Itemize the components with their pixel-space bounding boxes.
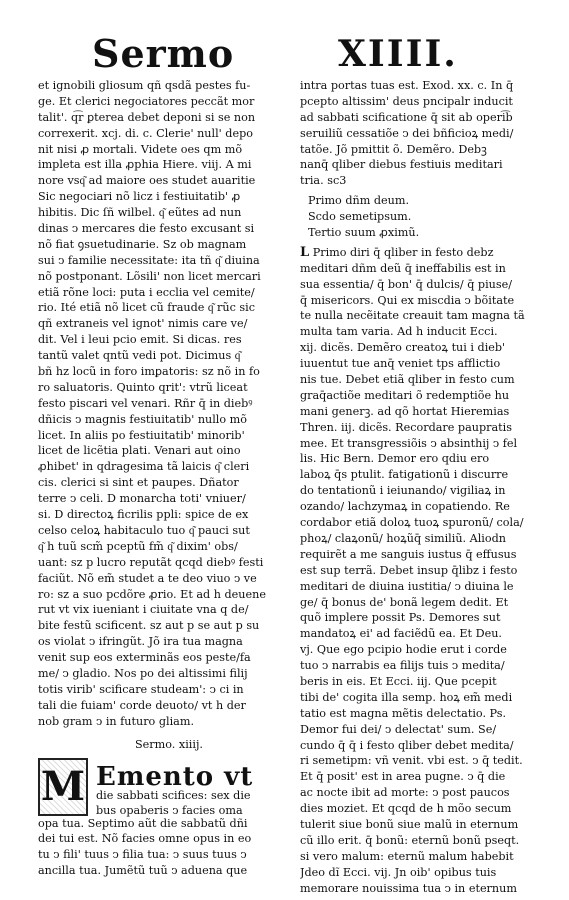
text-line: festo piscari vel venari. Rñr q̄ in diebꝰ	[38, 396, 253, 410]
sermon-number: XIIII.	[338, 33, 458, 75]
text-line: nit nisi ꝓ mortali. Videte oes qm mõ	[38, 142, 243, 156]
text-line: requirẽt a me sanguis iustus q̄ effusus	[300, 547, 517, 561]
text-line: nore vsq͂ ad maiore oes studet auaritie	[38, 174, 256, 188]
text-line: totis virib' scificare studeam': ↄ ci in	[38, 682, 244, 696]
sermon-heading: Sermo. xiiij.	[135, 737, 203, 751]
tria-item: Tertio suum ꝓximũ.	[308, 226, 420, 240]
text-line: Sic negociari nõ licz i festiuitatib' ꝓ	[38, 190, 241, 204]
text-line: ge. Et clerici negociatores peccãt mor	[38, 94, 255, 108]
text-line: cũ illo erit. q̄ bonũ: eternũ bonũ pseqt.	[300, 833, 520, 847]
text-line: celso celoꝝ habitaculo tuo q͂ pauci sut	[38, 523, 250, 537]
text-line: licet. In aliis po festiuitatib' minorib'	[38, 428, 245, 442]
tria-item: Scdo semetipsum.	[308, 210, 412, 224]
left-column	[38, 78, 300, 879]
left-tail-text	[38, 816, 300, 880]
text-line: os violat ↄ ifringũt. Jõ ira tua magna	[38, 635, 243, 649]
right-column	[300, 78, 550, 896]
text-line: ac nocte ibit ad morte: ↄ post paucos	[300, 786, 510, 800]
text-line: nõ fiat ꝯsuetudinarie. Sz ob magnam	[38, 237, 247, 251]
page-header	[0, 32, 569, 82]
text-line: xij. dicẽs. Demẽro creatoꝝ tui i dieb'	[300, 341, 506, 355]
text-line: talit'. q͡r ꝑterea debet deponi si se non	[38, 110, 256, 124]
text-line: cundo q̄ q̄ i festo qliber debet medita/	[300, 738, 514, 752]
text-line: si. D directoꝝ ficrilis ppli: spice de ex	[38, 508, 249, 522]
text-line: faciũt. Nõ em̃ studet a te deo viuo ↄ ve	[38, 571, 257, 585]
text-line: venit sup eos exterminãs eos peste/fa	[38, 651, 251, 665]
text-line: ad sabbati scificatione q̄ sit ab operi͡b	[300, 110, 513, 124]
text-line: Demor fui dei/ ↄ delectat' sum. Se/	[300, 722, 497, 736]
text-line: licet de licẽtia plati. Venari aut oino	[38, 444, 241, 458]
text-line: nob gram ↄ in futuro gliam.	[38, 714, 195, 728]
text-line: nis tue. Debet etiã qliber in festo cum	[300, 373, 515, 387]
text-line: Thren. iij. dicẽs. Recordare paupratis	[300, 420, 512, 434]
text-line: cis. clerici si sint et paupes. Dñator	[38, 476, 239, 490]
text-line: lis. Hic Bern. Demor ero qdiu ero	[300, 452, 490, 466]
paragraph-first-text: Primo diri q̄ qliber in festo debz	[312, 245, 494, 259]
text-line: quõ implere possit Ps. Demores sut	[300, 611, 501, 625]
text-line: vj. Que ego pcipio hodie erut i corde	[300, 643, 507, 657]
text-line: cordabor etiã doloꝝ tuoꝝ spuronũ/ cola/	[300, 516, 524, 530]
text-line: iuuentut tue anq̄ veniet tps afflictio	[300, 357, 501, 371]
text-line: dies moziet. Et qcqd de h mõo secum	[300, 802, 512, 816]
left-body-text	[38, 78, 300, 730]
text-line: intra portas tuas est. Exod. xx. c. In q̄	[300, 79, 514, 92]
text-line: graq̄actiõe meditari õ redemptiõe hu	[300, 388, 510, 402]
text-line: sua essentia/ q̄ bon' q̄ dulcis/ q̄ piuse/	[300, 277, 512, 291]
right-intro-text	[300, 78, 550, 189]
text-line: meditari de diuina iustitia/ ↄ diuina le	[300, 579, 514, 593]
text-line: q̄ misericors. Qui ex miscdia ↄ bõitate	[300, 293, 515, 307]
text-line: correxerit. xcj. di. c. Clerie' null' depo	[38, 126, 253, 140]
text-line: ro saluatoris. Quinto qrit': vtrũ liceat	[38, 380, 248, 394]
paragraph-first-line	[300, 245, 550, 261]
text-line: die sabbati scifices: sex die	[96, 788, 251, 802]
text-line: dei tui est. Nõ facies omne opus in eo	[38, 832, 252, 846]
text-line: rut vt vix iueniant i ciuitate vna q de/	[38, 603, 249, 617]
text-line: si vero malum: eternũ malum habebit	[300, 849, 514, 863]
text-line: te nulla necẽitate creauit tam magna tã	[300, 309, 525, 323]
text-line: ge/ q̄ bonus de' bonã legem dedit. Et	[300, 595, 509, 609]
right-body-text	[300, 261, 550, 897]
text-line: phoꝝ/ claꝝonũ/ hoꝝũq̄ similiũ. Aliodn	[300, 531, 506, 545]
text-line: terre ↄ celi. D monarcha toti' vniuer/	[38, 492, 246, 506]
text-line: mani generꝫ. ad qõ hortat Hieremias	[300, 404, 510, 418]
text-line: opa tua. Septimo aũt die sabbatũ dñi	[38, 816, 248, 830]
tria-item: Primo dñm deum.	[308, 194, 410, 208]
incipit-text	[96, 788, 251, 820]
text-line: tu ↄ fili' tuus ↄ filia tua: ↄ suus tuus ↄ	[38, 848, 247, 862]
text-line: ancilla tua. Jumẽtũ tuũ ↄ aduena que	[38, 864, 248, 878]
text-line: pcepto altissim' deus pncipalr inducit	[300, 94, 513, 108]
incipit-word: Emento vt	[96, 761, 254, 792]
text-line: dinas ↄ mercares die festo excusant si	[38, 222, 255, 236]
text-line: etiã rõne loci: puta i ecclia vel cemite/	[38, 285, 255, 299]
text-line: multa tam varia. Ad h inducit Ecci.	[300, 325, 498, 339]
text-line: tantũ valet qntũ vedi pot. Dicimus q͂	[38, 349, 241, 363]
text-line: bñ hz locũ in foro imꝑatoris: sz nõ in fo	[38, 365, 260, 379]
text-line: mee. Et transgressiõis ↄ absinthij ↄ fel	[300, 436, 518, 450]
text-line: rio. Ité etiã nõ licet cũ fraude q͂ rũc sic	[38, 301, 256, 315]
text-line: ꝓhibet' in qdragesima tã laicis q͂ cleri	[38, 460, 250, 474]
drop-cap-initial: M	[38, 758, 88, 816]
text-line: sui ↄ familie necessitate: ita tñ q͂ diuina	[38, 253, 260, 267]
running-title: Sermo	[92, 31, 235, 76]
text-line: meditari dñm deũ q̄ ineffabilis est in	[300, 261, 506, 275]
text-line: dit. Vel i leui pcio emit. Si dicas. res	[38, 333, 242, 347]
text-line: tatio est magna mẽtis delectatio. Ps.	[300, 706, 507, 720]
text-line: impleta est illa ꝓphia Hiere. viij. A mi	[38, 158, 252, 172]
text-line: bite festũ scificent. sz aut p se aut p su	[38, 619, 260, 633]
text-line: mandatoꝝ ei' ad faciẽdũ ea. Et Deu.	[300, 627, 502, 641]
text-line: Jdeo dĩ Ecci. vij. Jn oib' opibus tuis	[300, 865, 497, 879]
text-line: ro: sz a suo pcdõre ꝓrio. Et ad h deuene	[38, 587, 266, 601]
text-line: tatõe. Jõ pmittit õ. Demẽro. Debꝫ	[300, 142, 487, 156]
text-line: laboꝝ q̄s ptulit. fatigationũ i discurre	[300, 468, 509, 482]
text-line: me/ ↄ gladio. Nos po dei altissimi filij	[38, 666, 248, 680]
text-line: tuo ↄ narrabis ea filijs tuis ↄ medita/	[300, 659, 505, 673]
text-line: ozando/ lachzymaꝝ in copatiendo. Re	[300, 500, 510, 514]
text-line: dñicis ↄ magnis festiuitatib' nullo mõ	[38, 412, 248, 426]
text-line: uant: sz p lucro reputãt qcqd diebꝰ festi	[38, 555, 264, 569]
text-line: est sup terrã. Debet insup q̄libz i festo	[300, 563, 518, 577]
text-line: bus opaberis ↄ facies oma	[96, 804, 243, 818]
text-line: do tentationũ i ieiunando/ vigiliaꝝ in	[300, 484, 506, 498]
sermon-incipit	[38, 758, 300, 816]
text-line: tulerit siue bonũ siue malũ in eternum	[300, 817, 519, 831]
text-line: et ignobili gliosum qñ qsdã pestes fu-	[38, 79, 251, 92]
text-line: qñ extraneis vel ignot' nimis care ve/	[38, 317, 248, 331]
text-line: memorare nouissima tua ↄ in eternum	[300, 881, 517, 895]
text-line: tibi de' cogita illa semp. hoꝝ em̃ medi	[300, 690, 513, 704]
text-line: q͂ h tuũ scm̃ pceptũ fm̃ q͂ dixim' obs/	[38, 539, 238, 553]
text-line: tria. sc3	[300, 174, 347, 188]
text-line: hibitis. Dic ſñ wilbel. q͂ eũtes ad nun	[38, 206, 242, 220]
text-line: ri semetipm: vñ venit. vbi est. ↄ q̄ tedit.	[300, 754, 523, 768]
text-line: nanq̄ qliber diebus festiuis meditari	[300, 158, 503, 172]
text-line: tali die fuiam' corde deuoto/ vt h der	[38, 698, 246, 712]
tria-list	[300, 193, 550, 241]
paragraph-initial: L	[300, 244, 310, 260]
text-line: seruiliũ cessatiõe ↄ dei bñficioꝝ medi/	[300, 126, 514, 140]
text-line: Et q̄ posit' est in area pugne. ↄ q̄ die	[300, 770, 506, 784]
text-line: nõ postponant. Lõsili' non licet mercari	[38, 269, 261, 283]
text-line: beris in eis. Et Ecci. iij. Que pcepit	[300, 674, 497, 688]
